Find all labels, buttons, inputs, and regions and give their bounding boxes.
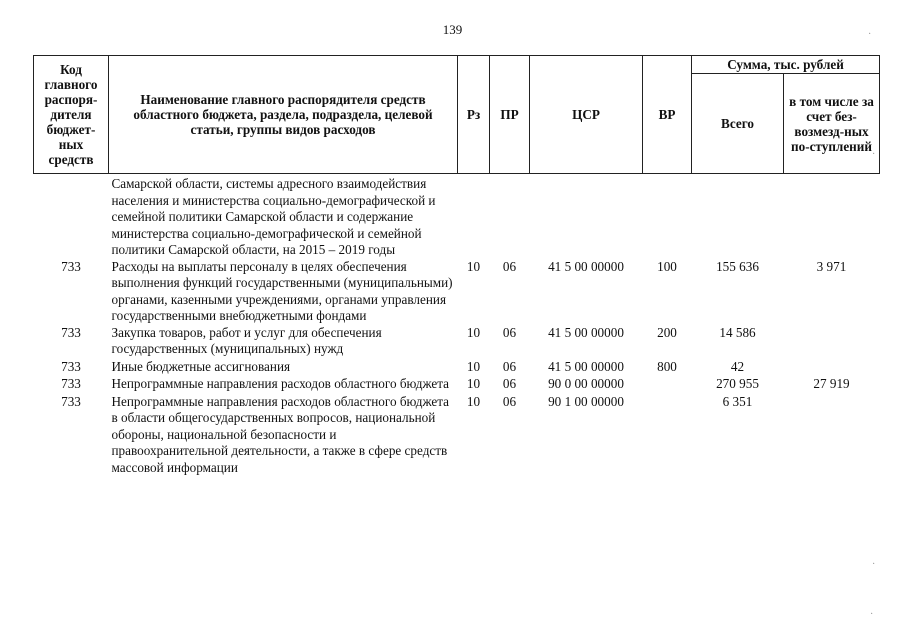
cell-csr (530, 174, 643, 259)
header-total: Всего (692, 74, 784, 174)
cell-code: 733 (61, 358, 81, 374)
cell-total: 42 (730, 358, 745, 374)
table-row (34, 375, 880, 393)
cell-csr: 41 5 00 00000 (548, 258, 624, 274)
cell-vr (643, 375, 692, 393)
cell-code: 733 (61, 393, 81, 409)
cell-code: 733 (61, 258, 81, 274)
cell-rz: 10 (466, 358, 481, 374)
cell-name: Иные бюджетные ассигнования (111, 358, 291, 374)
cell-name: Закупка товаров, работ и услуг для обеспечения государственных (муниципальных) нужд (111, 324, 382, 356)
cell-rz: 10 (466, 393, 481, 409)
header-sum: Сумма, тыс. рублей (692, 56, 880, 74)
cell-code: 733 (61, 324, 81, 340)
cell-total: 14 586 (719, 324, 756, 340)
scan-edge-mark: · (872, 149, 876, 160)
scan-edge-mark: · (870, 609, 874, 620)
cell-pr: 06 (502, 376, 517, 391)
cell-pr: 06 (502, 358, 517, 374)
page-number: 139 (442, 22, 463, 37)
cell-rz: 10 (466, 258, 481, 274)
cell-total (692, 174, 784, 259)
cell-gratuitous: 3 971 (816, 258, 847, 274)
cell-pr: 06 (502, 393, 517, 409)
header-pr: ПР (490, 56, 530, 174)
cell-pr (490, 174, 530, 259)
budget-table (33, 55, 880, 476)
cell-rz: 10 (466, 376, 481, 391)
cell-total: 270 955 (716, 376, 759, 391)
cell-csr: 90 0 00 00000 (548, 376, 624, 391)
header-name: Наименование главного распорядителя средств областного бюджета, раздела, подраздела, целевой статьи, группы видов расходов (109, 56, 458, 174)
cell-vr (643, 174, 692, 259)
table-header (34, 56, 880, 174)
cell-csr: 90 1 00 00000 (548, 393, 624, 409)
header-rz: Рз (458, 56, 490, 174)
cell-name: Непрограммные направления расходов областного бюджета в области общегосударственных вопросов, национальной обороны, национальной безопасности и правоохранительной деятельности, а также в сфере средств массовой информации (111, 393, 450, 475)
cell-pr: 06 (502, 324, 517, 340)
cell-name: Расходы на выплаты персоналу в целях обеспечения выполнения функций государственными (муниципальными) органами, казенными учреждениями, органами управления государственными внебюджетными фондами (111, 258, 453, 323)
header-csr: ЦСР (530, 56, 643, 174)
cell-code (34, 174, 109, 259)
cell-name: Самарской области, системы адресного взаимодействия населения и министерства социально-демографической и семейной политики Самарской области и содержание министерства социально-демографической и семейной политики Самарской области, на 2015 – 2019 годы (111, 176, 436, 257)
cell-vr: 100 (657, 258, 677, 274)
scan-edge-mark: · (872, 559, 876, 570)
cell-code: 733 (61, 376, 81, 391)
cell-rz: 10 (466, 324, 481, 340)
cell-vr: 800 (657, 358, 677, 374)
cell-gratuitous (784, 174, 880, 259)
table-row (34, 174, 880, 259)
cell-total: 155 636 (716, 258, 759, 274)
table-row (34, 259, 880, 325)
cell-gratuitous (784, 325, 880, 358)
table-row (34, 358, 880, 376)
cell-vr (643, 393, 692, 477)
table-row (34, 393, 880, 477)
header-code: Код главного распоря-дителя бюджет-ных средств (34, 56, 109, 174)
cell-gratuitous (784, 358, 880, 376)
header-vr: ВР (643, 56, 692, 174)
cell-csr: 41 5 00 00000 (548, 358, 624, 374)
cell-gratuitous (784, 393, 880, 477)
cell-pr: 06 (502, 258, 517, 274)
table-row (34, 325, 880, 358)
header-gratuitous: в том числе за счет без-возмезд-ных по-ступлений (784, 74, 880, 174)
scan-edge-mark: · (868, 29, 872, 40)
cell-total: 6 351 (722, 393, 753, 409)
cell-name: Непрограммные направления расходов областного бюджета (111, 376, 450, 391)
cell-csr: 41 5 00 00000 (548, 324, 624, 340)
table-body (34, 174, 880, 477)
cell-rz (458, 174, 490, 259)
cell-gratuitous: 27 919 (813, 376, 850, 391)
cell-vr: 200 (657, 324, 677, 340)
